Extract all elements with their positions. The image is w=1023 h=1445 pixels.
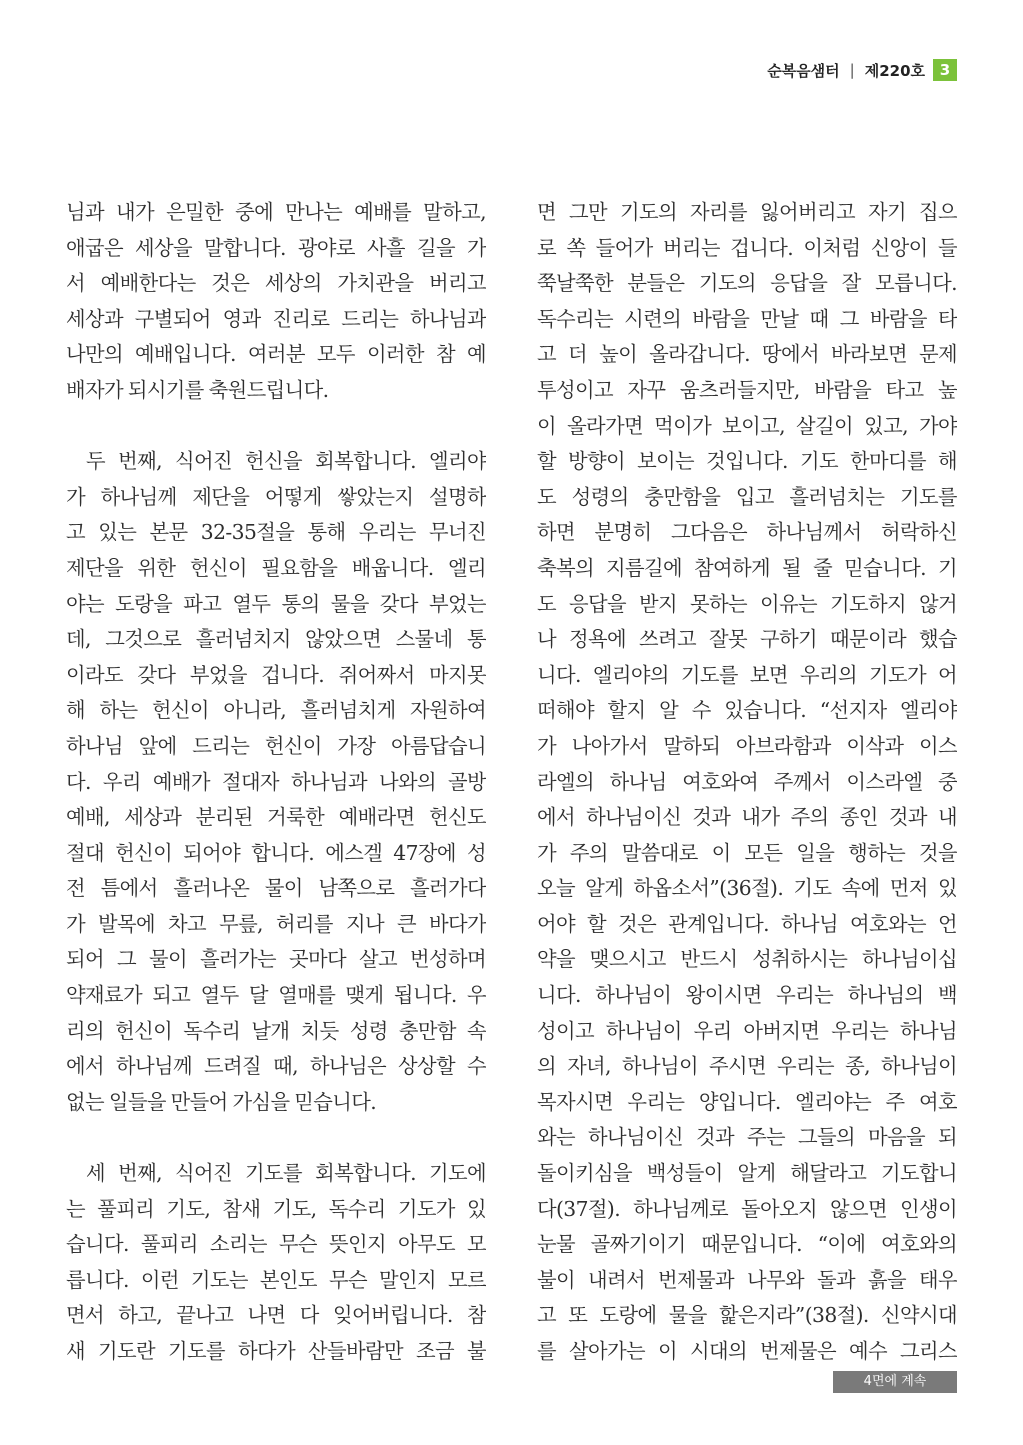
text-line: 목자시면 우리는 양입니다. 엘리야는 주 여호 <box>537 1089 957 1114</box>
text-line: 독수리는 시련의 바람을 만날 때 그 바람을 타 <box>537 306 957 331</box>
text-line: 쭉날쭉한 분들은 기도의 응답을 잘 모릅니다. <box>537 271 957 296</box>
text-line: 제단을 위한 헌신이 필요함을 배웁니다. 엘리 <box>66 555 486 580</box>
text-line: 전 틈에서 흘러나온 물이 남쪽으로 흘러가다 <box>66 876 486 901</box>
text-line: 로 쏙 들어가 버리는 겁니다. 이처럼 신앙이 들 <box>537 235 957 260</box>
text-line: 습니다. 풀피리 소리는 무슨 뜻인지 아무도 모 <box>66 1232 486 1257</box>
text-line: 가 하나님께 제단을 어떻게 쌓았는지 설명하 <box>66 484 486 509</box>
text-line: 오늘 알게 하옵소서”(36절). 기도 속에 먼저 있 <box>537 876 957 901</box>
text-line: 할 방향이 보이는 것입니다. 기도 한마디를 해 <box>537 449 957 474</box>
text-line: 고 또 도랑에 물을 핥은지라”(38절). 신약시대 <box>537 1303 957 1328</box>
page-header <box>767 59 957 81</box>
text-line: 없는 일들을 만들어 가심을 믿습니다. <box>66 1089 377 1114</box>
text-line: 두 번째, 식어진 헌신을 회복합니다. 엘리야 <box>86 449 486 474</box>
text-line: 애굽은 세상을 말합니다. 광야로 사흘 길을 가 <box>66 235 486 260</box>
text-line: 니다. 하나님이 왕이시면 우리는 하나님의 백 <box>537 983 957 1008</box>
publication-name: 순복음샘터 <box>767 61 840 80</box>
text-line: 나만의 예배입니다. 여러분 모두 이러한 참 예 <box>66 342 486 367</box>
text-line: 이 올라가면 먹이가 보이고, 살길이 있고, 가야 <box>537 413 957 438</box>
text-line: 새 기도란 기도를 하다가 산들바람만 조금 불 <box>66 1339 486 1363</box>
text-line: 리의 헌신이 독수리 날개 치듯 성령 충만함 속 <box>66 1018 486 1043</box>
text-line: 니다. 엘리야의 기도를 보면 우리의 기도가 어 <box>537 662 957 687</box>
text-line: 떠해야 할지 알 수 있습니다. “선지자 엘리야 <box>537 698 957 723</box>
text-line: 다(37절). 하나님께로 돌아오지 않으면 인생이 <box>537 1196 957 1221</box>
issue-number: 제220호 <box>864 61 925 80</box>
paragraph-2 <box>66 444 486 1120</box>
text-line: 가 나아가서 말하되 아브라함과 이삭과 이스 <box>537 733 957 758</box>
text-line: 약을 맺으시고 반드시 성취하시는 하나님이십 <box>537 947 957 972</box>
text-line: 를 살아가는 이 시대의 번제물은 예수 그리스 <box>537 1339 957 1363</box>
text-line: 에서 하나님께 드려질 때, 하나님은 상상할 수 <box>66 1054 486 1079</box>
right-column <box>537 195 957 1370</box>
text-line: 불이 내려서 번제물과 나무와 돌과 흙을 태우 <box>537 1267 957 1292</box>
page-number-badge: 3 <box>933 59 957 81</box>
text-line: 고 더 높이 올라갑니다. 땅에서 바라보면 문제 <box>537 342 957 367</box>
text-line: 면 그만 기도의 자리를 잃어버리고 자기 집으 <box>537 200 957 224</box>
text-line: 서 예배한다는 것은 세상의 가치관을 버리고 <box>66 271 486 296</box>
text-line: 님과 내가 은밀한 중에 만나는 예배를 말하고, <box>66 200 486 224</box>
text-line: 야는 도랑을 파고 열두 통의 물을 갖다 부었는 <box>66 591 486 616</box>
text-line: 하나님 앞에 드리는 헌신이 가장 아름답습니 <box>66 733 486 758</box>
left-column <box>66 195 486 1370</box>
text-line: 다. 우리 예배가 절대자 하나님과 나와의 골방 <box>66 769 486 794</box>
text-line: 면서 하고, 끝나고 나면 다 잊어버립니다. 참 <box>66 1303 486 1328</box>
text-line: 어야 할 것은 관계입니다. 하나님 여호와는 언 <box>537 911 957 936</box>
text-line: 라엘의 하나님 여호와여 주께서 이스라엘 중 <box>537 769 957 794</box>
paragraph-3 <box>66 1156 486 1370</box>
text-line: 의 자녀, 하나님이 주시면 우리는 종, 하나님이 <box>537 1054 957 1079</box>
text-line: 가 주의 말씀대로 이 모든 일을 행하는 것을 <box>537 840 957 865</box>
text-line: 성이고 하나님이 우리 아버지면 우리는 하나님 <box>537 1018 957 1043</box>
text-line: 는 풀피리 기도, 참새 기도, 독수리 기도가 있 <box>66 1196 486 1221</box>
text-line: 릅니다. 이런 기도는 본인도 무슨 말인지 모르 <box>66 1267 486 1292</box>
continued-on-page-4-badge: 4면에 계속 <box>833 1371 957 1393</box>
text-line: 되어 그 물이 흘러가는 곳마다 살고 번성하며 <box>66 947 486 972</box>
text-line: 가 발목에 차고 무릎, 허리를 지나 큰 바다가 <box>66 911 486 936</box>
text-line: 도 응답을 받지 못하는 이유는 기도하지 않거 <box>537 591 957 616</box>
text-line: 약재료가 되고 열두 달 열매를 맺게 됩니다. 우 <box>66 983 486 1008</box>
paragraph-1 <box>66 195 486 409</box>
text-line: 고 있는 본문 32-35절을 통해 우리는 무너진 <box>66 520 486 545</box>
paragraph-gap <box>66 1120 486 1156</box>
text-line: 세 번째, 식어진 기도를 회복합니다. 기도에 <box>86 1161 486 1186</box>
text-line: 와는 하나님이신 것과 주는 그들의 마음을 되 <box>537 1125 957 1150</box>
text-line: 배자가 되시기를 축원드립니다. <box>66 377 329 402</box>
text-line: 도 성령의 충만함을 입고 흘러넘치는 기도를 <box>537 484 957 509</box>
text-line: 절대 헌신이 되어야 합니다. 에스겔 47장에 성 <box>66 840 486 865</box>
paragraph-gap <box>66 409 486 445</box>
text-line: 투성이고 자꾸 움츠러들지만, 바람을 타고 높 <box>537 377 957 402</box>
text-line: 돌이키심을 백성들이 알게 해달라고 기도합니 <box>537 1161 957 1186</box>
text-line: 세상과 구별되어 영과 진리로 드리는 하나님과 <box>66 306 486 331</box>
text-line: 데, 그것으로 흘러넘치지 않았으면 스물네 통 <box>66 627 486 652</box>
text-line: 눈물 골짜기이기 때문입니다. “이에 여호와의 <box>537 1232 957 1257</box>
text-line: 나 정욕에 쓰려고 잘못 구하기 때문이라 했습 <box>537 627 957 652</box>
text-line: 예배, 세상과 분리된 거룩한 예배라면 헌신도 <box>66 805 486 830</box>
text-line: 에서 하나님이신 것과 내가 주의 종인 것과 내 <box>537 805 957 830</box>
text-line: 축복의 지름길에 참여하게 될 줄 믿습니다. 기 <box>537 555 957 580</box>
header-separator: | <box>849 61 855 79</box>
text-line: 이라도 갖다 부었을 겁니다. 쥐어짜서 마지못 <box>66 662 486 687</box>
text-line: 하면 분명히 그다음은 하나님께서 허락하신 <box>537 520 957 545</box>
text-line: 해 하는 헌신이 아니라, 흘러넘치게 자원하여 <box>66 698 486 723</box>
